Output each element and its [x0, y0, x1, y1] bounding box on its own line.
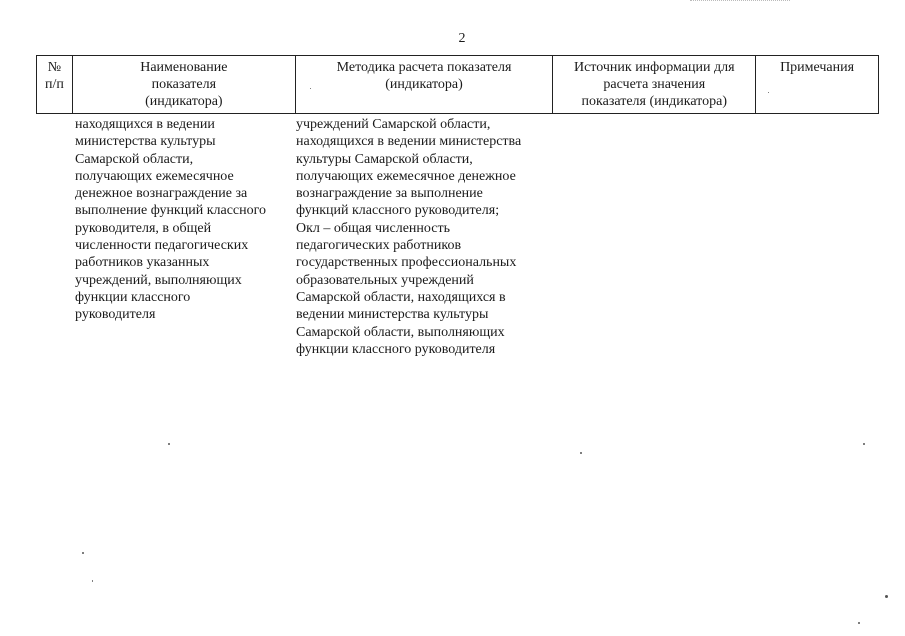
text-line: ведении министерства культуры	[296, 307, 489, 323]
scan-speck	[580, 452, 582, 454]
text-line: находящихся в ведении	[75, 117, 215, 132]
text-line: образовательных учреждений	[296, 272, 474, 288]
text-line: функции классного руководителя	[296, 341, 496, 357]
text-line: находящихся в ведении министерства	[296, 134, 522, 150]
text-line: Самарской области,	[75, 151, 194, 167]
text-line: функции классного	[75, 289, 191, 305]
text-line: Окл – общая численность	[296, 220, 450, 236]
text-line: получающих ежемесячное	[75, 168, 234, 184]
text-line: учреждений Самарской области,	[296, 117, 491, 132]
text-line: государственных профессиональных	[296, 255, 517, 271]
text-line: выполнение функций классного	[75, 203, 267, 219]
scan-speck	[82, 552, 84, 554]
header-col-number-line: №	[47, 60, 62, 75]
page-number: 2	[458, 31, 466, 46]
scan-speck	[92, 580, 93, 582]
scan-speck	[168, 443, 170, 445]
scan-edge-artifact	[690, 0, 790, 2]
header-col-number	[37, 56, 73, 113]
text-line: денежное вознаграждение за	[75, 186, 248, 202]
text-line: работников указанных	[75, 255, 210, 271]
header-col-notes	[756, 56, 879, 113]
text-line: учреждений, выполняющих	[75, 272, 242, 288]
scan-speck	[310, 88, 311, 89]
text-line: культуры Самарской области,	[296, 151, 473, 167]
header-col-method-line: Методика расчета показателя	[336, 60, 512, 75]
header-col-source-line: Источник информации для	[573, 60, 735, 75]
table-header	[36, 55, 879, 114]
header-col-source-line: показателя (индикатора)	[581, 94, 727, 109]
text-line: Самарской области, находящихся в	[296, 289, 506, 305]
header-col-name-line: (индикатора)	[145, 94, 223, 109]
text-line: педагогических работников	[296, 238, 462, 254]
header-col-name	[73, 56, 296, 113]
header-col-name-line: Наименование	[140, 60, 228, 75]
indicator-name-cell	[75, 116, 266, 324]
header-col-method-line: (индикатора)	[385, 77, 463, 92]
header-col-method	[296, 56, 554, 113]
text-line: функций классного руководителя;	[296, 203, 500, 219]
scan-speck	[885, 595, 888, 598]
scan-speck	[768, 92, 769, 93]
text-line: получающих ежемесячное денежное	[296, 168, 516, 184]
text-line: руководителя	[75, 307, 156, 323]
scan-speck	[863, 443, 865, 445]
header-col-source	[553, 56, 756, 113]
scan-speck	[858, 622, 860, 624]
header-col-name-line: показателя	[151, 77, 217, 92]
text-line: численности педагогических	[75, 238, 249, 254]
text-line: Самарской области, выполняющих	[296, 324, 505, 340]
calculation-method-cell	[296, 116, 521, 358]
header-col-source-line: расчета значения	[603, 77, 706, 92]
text-line: руководителя, в общей	[75, 220, 212, 236]
header-col-notes-line: Примечания	[780, 60, 855, 75]
text-line: министерства культуры	[75, 134, 216, 150]
header-col-number-line: п/п	[45, 77, 64, 92]
text-line: вознаграждение за выполнение	[296, 186, 483, 202]
